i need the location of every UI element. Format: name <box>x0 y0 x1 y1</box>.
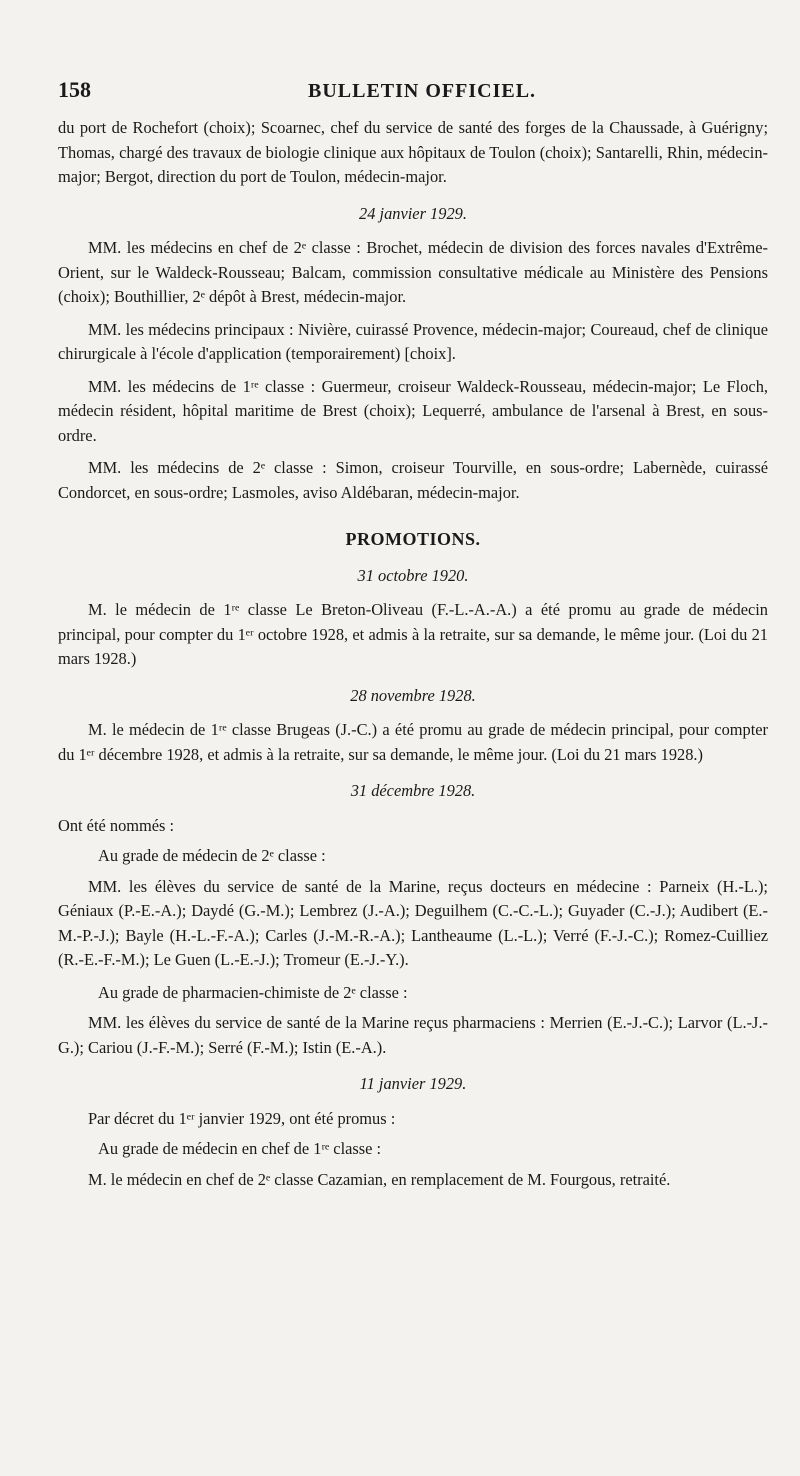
paragraph-medecins-en-chef: MM. les médecins en chef de 2ᵉ classe : Brochet, médecin de division des forces navales d'Extrême-Orient, sur le Waldeck-Rousseau; Balcam, commission consultative médicale au Ministère des Pensions (choix); Bouthillier, 2ᵉ dépôt à Brest, médecin-major. <box>58 238 768 306</box>
document-page <box>58 78 768 1200</box>
paragraph-eleves-pharmaciens: MM. les élèves du service de santé de la Marine reçus pharmaciens : Merrien (E.-J.-C.); Larvor (L.-J.-G.); Cariou (J.-F.-M.); Serré (F.-M.); Istin (E.-A.). <box>58 1013 768 1057</box>
date-heading: 31 octobre 1920. <box>357 565 469 585</box>
page-number: 158 <box>58 77 91 102</box>
subheading-grade-medecin: Au grade de médecin de 2ᵉ classe : <box>98 846 326 865</box>
paragraph-promotion-le-breton: M. le médecin de 1ʳᵉ classe Le Breton-Oliveau (F.-L.-A.-A.) a été promu au grade de médecin principal, pour compter du 1ᵉʳ octobre 1928, et admis à la retraite, sur sa demande, le même jour. (Loi du 21 mars 1928.) <box>58 600 768 668</box>
date-heading: 31 décembre 1928. <box>350 781 476 800</box>
paragraph-decret: Par décret du 1ᵉʳ janvier 1929, ont été promus : <box>88 1108 396 1128</box>
paragraph-promotion-brugeas: M. le médecin de 1ʳᵉ classe Brugeas (J.-C.) a été promu au grade de médecin principal, pour compter du 1ᵉʳ décembre 1928, et admis à la retraite, sur sa demande, le même jour. (Loi du 21 mars 1928.) <box>58 720 768 764</box>
paragraph-continuation: du port de Rochefort (choix); Scoarnec, chef du service de santé des forges de la Chaussade, à Guérigny; Thomas, chargé des travaux de biologie clinique aux hôpitaux de Toulon (choix); Santarelli, Rhin, médecin-major; Bergot, direction du port de Toulon, médecin-major. <box>58 118 768 186</box>
paragraph-medecins-2e-classe: MM. les médecins de 2ᵉ classe : Simon, croiseur Tourville, en sous-ordre; Labernède, cuirassé Condorcet, en sous-ordre; Lasmoles, aviso Aldébaran, médecin-major. <box>58 458 768 502</box>
running-title: BULLETIN OFFICIEL. <box>308 80 537 102</box>
date-heading: 24 janvier 1929. <box>359 203 467 223</box>
date-heading: 11 janvier 1929. <box>359 1074 467 1093</box>
subheading-grade-medecin-en-chef: Au grade de médecin en chef de 1ʳᵉ classe : <box>98 1139 382 1158</box>
paragraph-medecins-principaux: MM. les médecins principaux : Nivière, cuirassé Provence, médecin-major; Coureaud, chef de clinique chirurgicale à l'école d'application (temporairement) [choix]. <box>58 319 768 363</box>
subheading-grade-pharmacien: Au grade de pharmacien-chimiste de 2ᵉ classe : <box>98 982 408 1002</box>
date-heading: 28 novembre 1928. <box>350 685 476 705</box>
paragraph-medecins-1re-classe: MM. les médecins de 1ʳᵉ classe : Guermeur, croiseur Waldeck-Rousseau, médecin-major; Le Floch, médecin résident, hôpital maritime de Brest (choix); Lequerré, ambulance de l'arsenal à Brest, en sous-ordre. <box>58 376 768 445</box>
paragraph-ont-ete-nommes: Ont été nommés : <box>58 815 175 835</box>
section-title-promotions: PROMOTIONS. <box>345 529 481 549</box>
paragraph-cazamian: M. le médecin en chef de 2ᵉ classe Cazamian, en remplacement de M. Fourgous, retraité. <box>88 1169 671 1189</box>
page-header <box>58 78 768 108</box>
paragraph-eleves-medecins: MM. les élèves du service de santé de la Marine, reçus docteurs en médecine : Parneix (H.-L.); Géniaux (P.-E.-A.); Daydé (G.-M.); Lembrez (J.-A.); Deguilhem (C.-C.-L.); Guyader (C.-J.); Audibert (E.-M.-P.-J.); Bayle (H.-L.-F.-A.); Carles (J.-M.-R.-A.); Lantheaume (L.-L.); Verré (F.-J.-C.); Romez-Cuilliez (R.-E.-F.-M.); Le Guen (L.-E.-J.); Tromeur (E.-J.-Y.). <box>58 876 768 969</box>
